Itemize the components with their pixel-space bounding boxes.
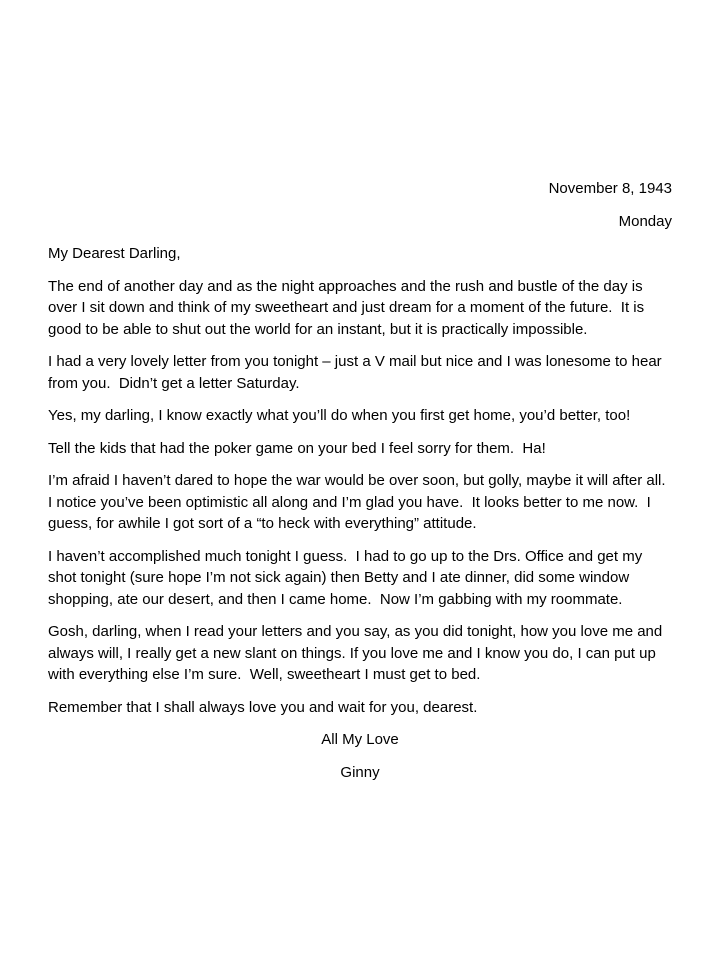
letter-paragraph: Gosh, darling, when I read your letters and you say, as you did tonight, how you love me and always will, I really get a new slant on things. If you love me and I know you do, I can put up with everything else I’m sure. Well, sweetheart I must get to bed. [48, 623, 667, 683]
letter-paragraph: I had a very lovely letter from you tonight – just a V mail but nice and I was lonesome to hear from you. Didn’t get a letter Saturday. [48, 353, 666, 392]
letter-paragraph: Yes, my darling, I know exactly what you’ll do when you first get home, you’d better, too! [48, 407, 631, 424]
letter-salutation: My Dearest Darling, [48, 245, 181, 262]
letter-paragraph: The end of another day and as the night approaches and the rush and bustle of the day is over I sit down and think of my sweetheart and just dream for a moment of the future. It is good to be able to shut out the world for an instant, but it is practically impossible. [48, 277, 649, 338]
letter-closing: All My Love [321, 731, 399, 748]
letter-day: Monday [618, 212, 672, 230]
letter-paragraph: I haven’t accomplished much tonight I guess. I had to go up to the Drs. Office and get my shot tonight (sure hope I’m not sick again) then Betty and I ate dinner, did some window shopping, ate our desert, and then I came home. Now I’m gabbing with my roommate. [48, 547, 647, 608]
letter-signature: Ginny [340, 763, 380, 781]
letter-paragraph: I’m afraid I haven’t dared to hope the war would be over soon, but golly, maybe it will after all. I notice you’ve been optimistic all along and I’m glad you have. It looks better to me now. I guess, for awhile I got sort of a “to heck with everything” attitude. [48, 472, 674, 532]
letter-date: November 8, 1943 [548, 180, 672, 197]
letter-paragraph: Remember that I shall always love you and wait for you, dearest. [48, 698, 478, 716]
letter-paragraph: Tell the kids that had the poker game on your bed I feel sorry for them. Ha! [48, 439, 546, 457]
